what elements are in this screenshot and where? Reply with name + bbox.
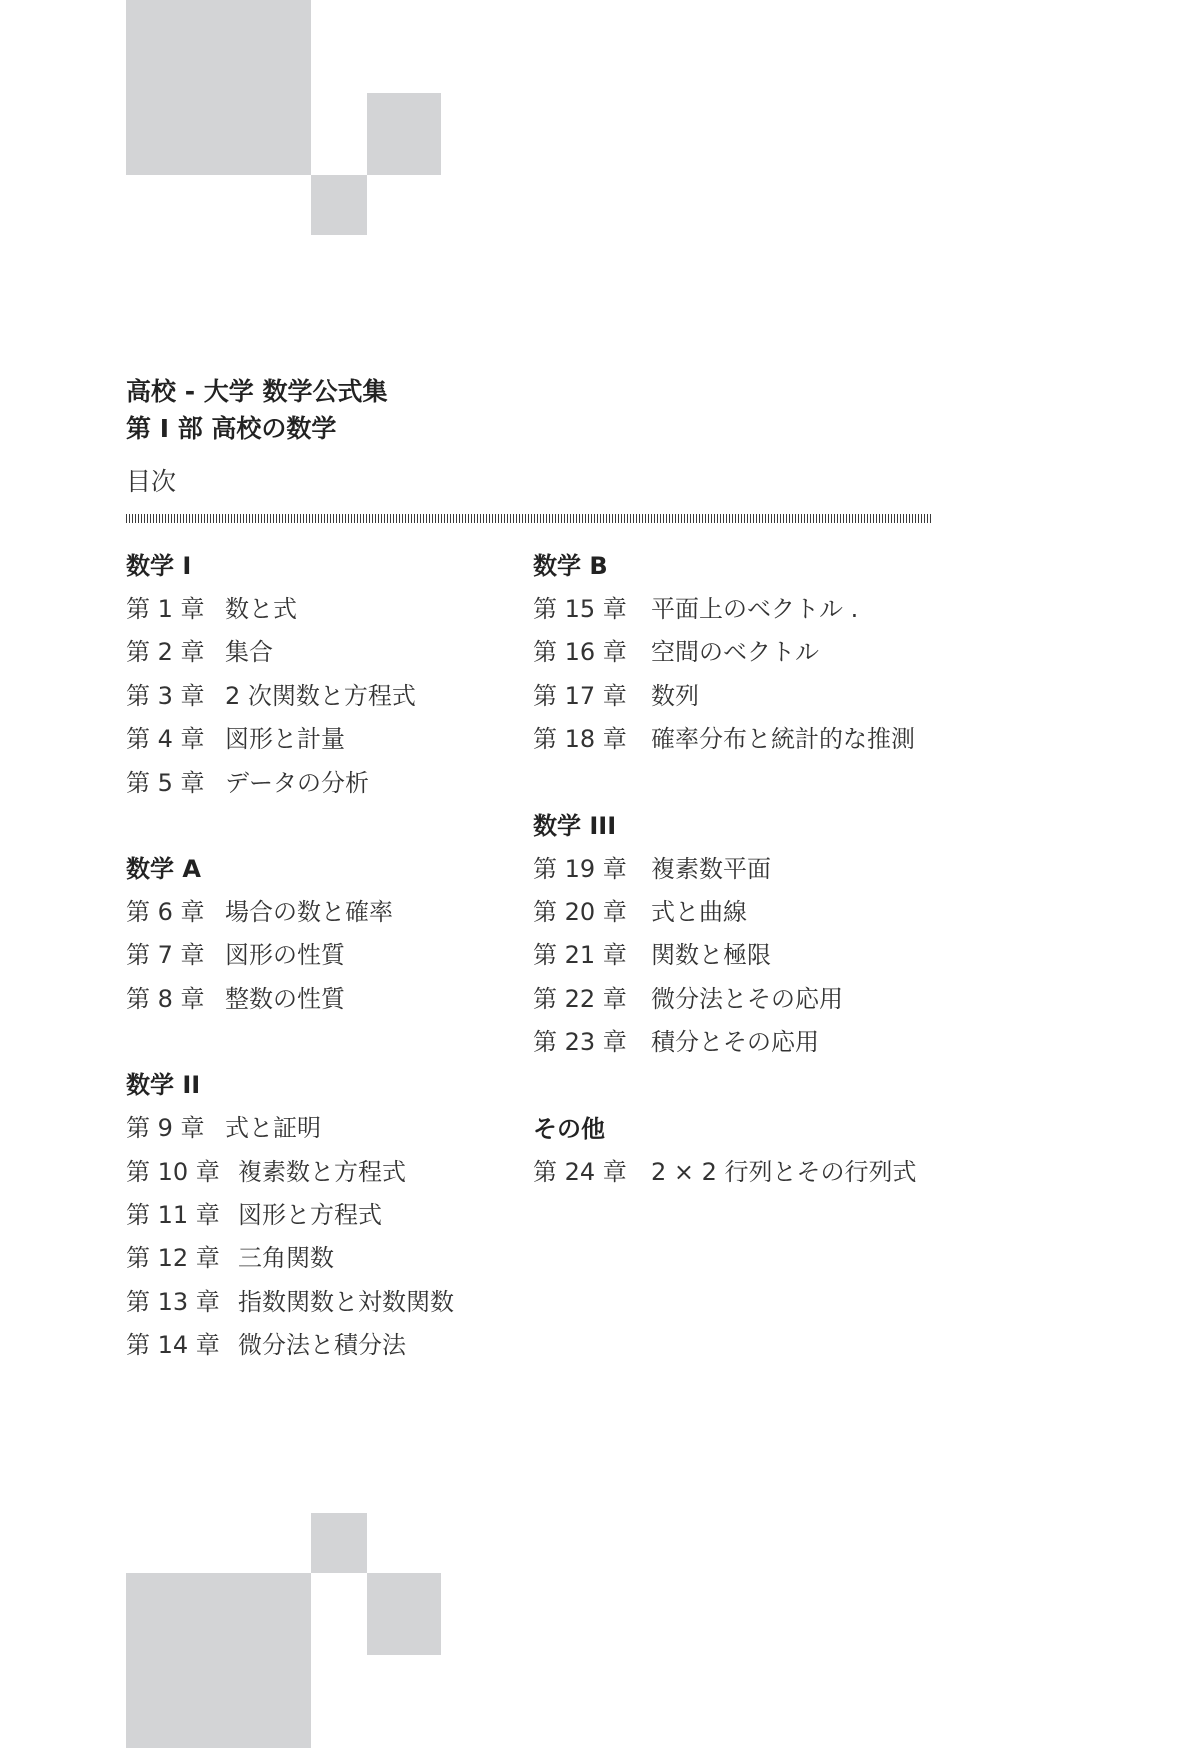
chapter-name: 式と証明 (225, 1114, 321, 1143)
chapter-name: 空間のベクトル (651, 638, 819, 667)
chapter-name: 三角関数 (238, 1244, 334, 1273)
toc-entry[interactable] (126, 1324, 516, 1367)
toc-entry[interactable] (126, 718, 516, 761)
chapter-name: 図形と方程式 (238, 1200, 382, 1229)
section-title: 数学 II (126, 1071, 201, 1100)
section-title: 数学 A (126, 854, 201, 883)
chapter-number: 第 16 章 (533, 638, 627, 667)
chapter-name: 集合 (225, 638, 273, 667)
toc-entry[interactable] (533, 978, 953, 1021)
toc-entry[interactable] (126, 1237, 516, 1280)
section-title: 数学 I (126, 552, 192, 580)
chapter-number: 第 18 章 (533, 725, 627, 754)
toc-label: 目次 (126, 467, 177, 496)
chapter-name: 平面上のベクトル . (651, 595, 859, 623)
chapter-name: 整数の性質 (225, 984, 345, 1013)
chapter-number: 第 13 章 (126, 1287, 220, 1316)
toc-section (533, 545, 953, 762)
chapter-number: 第 4 章 (126, 725, 205, 754)
corner-block-bottom-small-right (367, 1573, 441, 1655)
toc-section (533, 1108, 953, 1194)
toc-entry[interactable] (533, 1021, 953, 1064)
toc-entry[interactable] (126, 762, 516, 805)
toc-entry[interactable] (533, 934, 953, 977)
chapter-number: 第 24 章 (533, 1157, 627, 1186)
chapter-number: 第 11 章 (126, 1200, 220, 1229)
chapter-name: 2 × 2 行列とその行列式 (651, 1157, 917, 1186)
chapter-number: 第 23 章 (533, 1028, 627, 1057)
chapter-name: 複素数と方程式 (238, 1157, 406, 1186)
chapter-number: 第 14 章 (126, 1331, 220, 1360)
toc-entry[interactable] (126, 1194, 516, 1237)
corner-block-top-small-bottom (311, 175, 367, 235)
toc-entry[interactable] (126, 675, 516, 718)
toc-entry[interactable] (533, 675, 953, 718)
toc-entry[interactable] (126, 1107, 516, 1150)
toc-entry[interactable] (126, 631, 516, 674)
toc-section (126, 1064, 516, 1367)
chapter-number: 第 6 章 (126, 897, 205, 926)
chapter-number: 第 10 章 (126, 1157, 220, 1186)
section-title: 数学 B (533, 552, 608, 580)
section-title: 数学 III (533, 811, 617, 840)
toc-entry[interactable] (126, 934, 516, 977)
chapter-name: 積分とその応用 (651, 1028, 819, 1057)
chapter-name: 場合の数と確率 (225, 897, 393, 926)
section-title: その他 (533, 1114, 605, 1143)
corner-block-top-large (126, 0, 311, 175)
chapter-name: 図形と計量 (225, 725, 345, 754)
toc-entry[interactable] (533, 588, 953, 631)
part-title: 第 I 部 高校の数学 (126, 414, 337, 443)
toc-section (126, 545, 516, 805)
chapter-name: 図形の性質 (225, 941, 345, 970)
chapter-name: 式と曲線 (651, 897, 747, 926)
chapter-number: 第 21 章 (533, 941, 627, 970)
chapter-name: 指数関数と対数関数 (238, 1287, 454, 1316)
chapter-number: 第 19 章 (533, 854, 627, 883)
chapter-name: データの分析 (225, 768, 369, 797)
chapter-number: 第 12 章 (126, 1244, 220, 1273)
chapter-name: 2 次関数と方程式 (225, 681, 416, 710)
chapter-name: 数と式 (225, 595, 297, 623)
toc-entry[interactable] (126, 978, 516, 1021)
document-header (126, 373, 388, 500)
book-title: 高校 - 大学 数学公式集 (126, 377, 388, 406)
chapter-number: 第 3 章 (126, 681, 205, 710)
chapter-number: 第 20 章 (533, 897, 627, 926)
chapter-number: 第 22 章 (533, 984, 627, 1013)
toc-entry[interactable] (533, 631, 953, 674)
toc-entry[interactable] (533, 718, 953, 761)
toc-column-left (126, 545, 516, 1410)
dotted-divider (126, 514, 932, 523)
toc-entry[interactable] (533, 848, 953, 891)
chapter-name: 複素数平面 (651, 854, 771, 883)
chapter-number: 第 15 章 (533, 595, 627, 623)
chapter-name: 微分法とその応用 (651, 984, 843, 1013)
chapter-number: 第 1 章 (126, 595, 205, 623)
chapter-name: 数列 (651, 681, 699, 710)
chapter-number: 第 9 章 (126, 1114, 205, 1143)
toc-column-right (533, 545, 953, 1237)
chapter-number: 第 7 章 (126, 941, 205, 970)
chapter-number: 第 5 章 (126, 768, 205, 797)
toc-entry[interactable] (533, 891, 953, 934)
toc-entry[interactable] (126, 1151, 516, 1194)
toc-entry[interactable] (533, 1151, 953, 1194)
chapter-name: 関数と極限 (651, 941, 771, 970)
toc-entry[interactable] (126, 891, 516, 934)
chapter-name: 確率分布と統計的な推測 (651, 725, 915, 754)
chapter-number: 第 2 章 (126, 638, 205, 667)
chapter-number: 第 8 章 (126, 984, 205, 1013)
corner-block-top-small-right (367, 93, 441, 175)
corner-block-bottom-large (126, 1573, 311, 1748)
corner-block-bottom-small-top (311, 1513, 367, 1573)
toc-entry[interactable] (126, 588, 516, 631)
toc-section (126, 848, 516, 1021)
toc-entry[interactable] (126, 1281, 516, 1324)
toc-section (533, 805, 953, 1065)
chapter-name: 微分法と積分法 (238, 1331, 406, 1360)
chapter-number: 第 17 章 (533, 681, 627, 710)
